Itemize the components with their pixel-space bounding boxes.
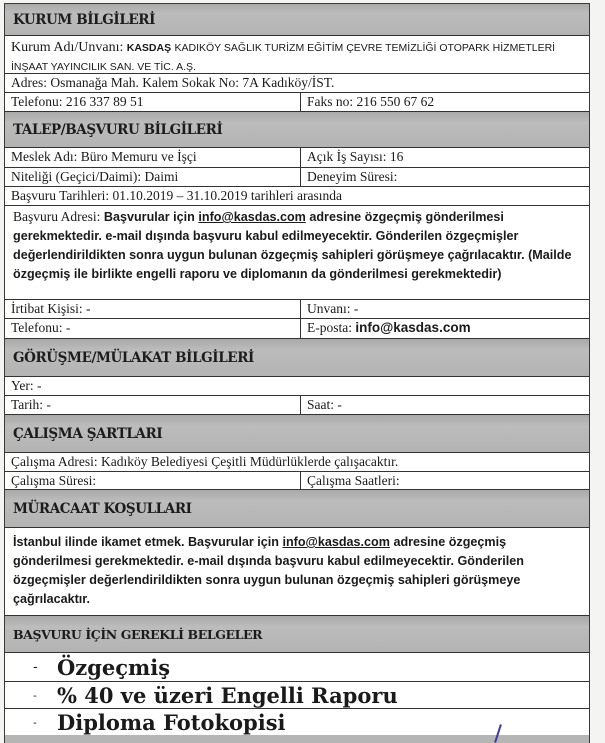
calisma-suresi: Çalışma Süresi: bbox=[5, 472, 301, 489]
muracaat-text-2: adresine özgeçmiş gönderilmesi gerekmektedir. e-mail dışında başvuru kabul edilmeyecektir. Gönderilen özgeçmişler değerlendirildikten sonra uygun bulunan özgeçmiş sahipleri görüşmeye çağrılacaktır. bbox=[13, 535, 524, 606]
section-header-kurum: KURUM BİLGİLERİ bbox=[5, 4, 589, 36]
document-item bbox=[5, 653, 589, 682]
eposta-label: E-posta: bbox=[307, 320, 352, 335]
kurum-address: Adres: Osmanağa Mah. Kalem Sokak No: 7A Kadıköy/İST. bbox=[11, 75, 335, 90]
gorusme-tarih: Tarih: - bbox=[5, 396, 301, 414]
muracaat-text-1: İstanbul ilinde ikamet etmek. Başvurular için bbox=[13, 535, 279, 549]
niteligi: Niteliği (Geçici/Daimi): Daimi bbox=[5, 168, 301, 186]
row-kurum-address bbox=[5, 74, 589, 93]
row-basvuru-tarihleri bbox=[5, 187, 589, 206]
unvani: Unvanı: - bbox=[307, 301, 359, 316]
document-item-label: % 40 ve üzeri Engelli Raporu bbox=[57, 682, 398, 708]
next-section-strip bbox=[4, 735, 590, 743]
job-posting-form bbox=[4, 3, 590, 736]
section-header-gorusme: GÖRÜŞME/MÜLAKAT BİLGİLERİ bbox=[5, 339, 589, 377]
kurum-phone: Telefonu: 216 337 89 51 bbox=[5, 93, 301, 111]
row-irtibat bbox=[5, 300, 589, 319]
document-item-label: Diploma Fotokopisi bbox=[57, 709, 286, 735]
list-dash: - bbox=[33, 688, 37, 702]
section-header-talep: TALEP/BAŞVURU BİLGİLERİ bbox=[5, 112, 589, 148]
document-item bbox=[5, 682, 589, 709]
row-basvuru-adresi bbox=[5, 206, 589, 300]
section-header-belgeler: BAŞVURU İÇİN GEREKLİ BELGELER bbox=[5, 616, 589, 653]
deneyim-suresi: Deneyim Süresi: bbox=[307, 169, 398, 184]
muracaat-email-link[interactable]: info@kasdas.com bbox=[282, 535, 390, 549]
kurum-name-line2: İNŞAAT YAYINCILIK SAN. VE TİC. A.Ş. bbox=[11, 61, 196, 73]
row-niteligi bbox=[5, 168, 589, 187]
meslek-adi: Meslek Adı: Büro Memuru ve İşçi bbox=[5, 148, 301, 167]
eposta-value[interactable]: info@kasdas.com bbox=[355, 320, 471, 335]
basvuru-adresi-text-1: Başvurular için bbox=[103, 210, 195, 224]
calisma-saatleri: Çalışma Saatleri: bbox=[307, 473, 400, 488]
row-meslek bbox=[5, 148, 589, 168]
kurum-fax: Faks no: 216 550 67 62 bbox=[307, 94, 435, 109]
irtibat-kisisi: İrtibat Kişisi: - bbox=[5, 300, 301, 318]
calisma-adresi: Çalışma Adresi: Kadıköy Belediyesi Çeşitli Müdürlüklerde çalışacaktır. bbox=[11, 454, 399, 469]
talep-telefon: Telefonu: - bbox=[5, 319, 301, 338]
row-kurum-name bbox=[5, 36, 589, 74]
acik-is-sayisi: Açık İş Sayısı: 16 bbox=[307, 149, 404, 164]
row-tarih-saat bbox=[5, 396, 589, 415]
row-calisma-sure bbox=[5, 472, 589, 490]
list-dash: - bbox=[33, 715, 37, 729]
kurum-name-label: Kurum Adı/Unvanı: bbox=[11, 40, 124, 55]
row-yer bbox=[5, 377, 589, 396]
gorusme-saat: Saat: - bbox=[307, 397, 342, 412]
kurum-name-line1: KADIKÖY SAĞLIK TURİZM EĞİTİM ÇEVRE TEMİZLİĞİ OTOPARK HİZMETLERİ bbox=[174, 42, 556, 54]
row-calisma-adresi bbox=[5, 453, 589, 472]
row-muracaat-text bbox=[5, 528, 589, 616]
row-talep-contact bbox=[5, 319, 589, 339]
basvuru-email-link[interactable]: info@kasdas.com bbox=[198, 210, 306, 224]
document-item-label: Özgeçmiş bbox=[57, 654, 171, 680]
basvuru-tarihleri: Başvuru Tarihleri: 01.10.2019 – 31.10.2019 tarihleri arasında bbox=[11, 188, 342, 203]
section-header-muracaat: MÜRACAAT KOŞULLARI bbox=[5, 490, 589, 528]
gorusme-yer: Yer: - bbox=[11, 378, 42, 393]
kurum-brand: KASDAŞ bbox=[126, 42, 172, 54]
basvuru-adresi-label: Başvuru Adresi: bbox=[13, 209, 101, 224]
section-header-calisma: ÇALIŞMA ŞARTLARI bbox=[5, 415, 589, 453]
row-kurum-contact bbox=[5, 93, 589, 112]
list-dash: - bbox=[33, 659, 38, 675]
basvuru-adresi-text-2: adresine özgeçmiş gönderilmesi gerekmektedir. e-mail dışında başvuru kabul edilmeyecektir. Gönderilen özgeçmişler değerlendirildikten sonra uygun bulunan özgeçmiş sahipleri görüşmeye çağrılacaktır. (Mailde özgeçmiş ile birlikte engelli raporu ve diplomanın da gönderilmesi gerekmektedir) bbox=[13, 210, 572, 281]
document-item bbox=[5, 709, 589, 736]
